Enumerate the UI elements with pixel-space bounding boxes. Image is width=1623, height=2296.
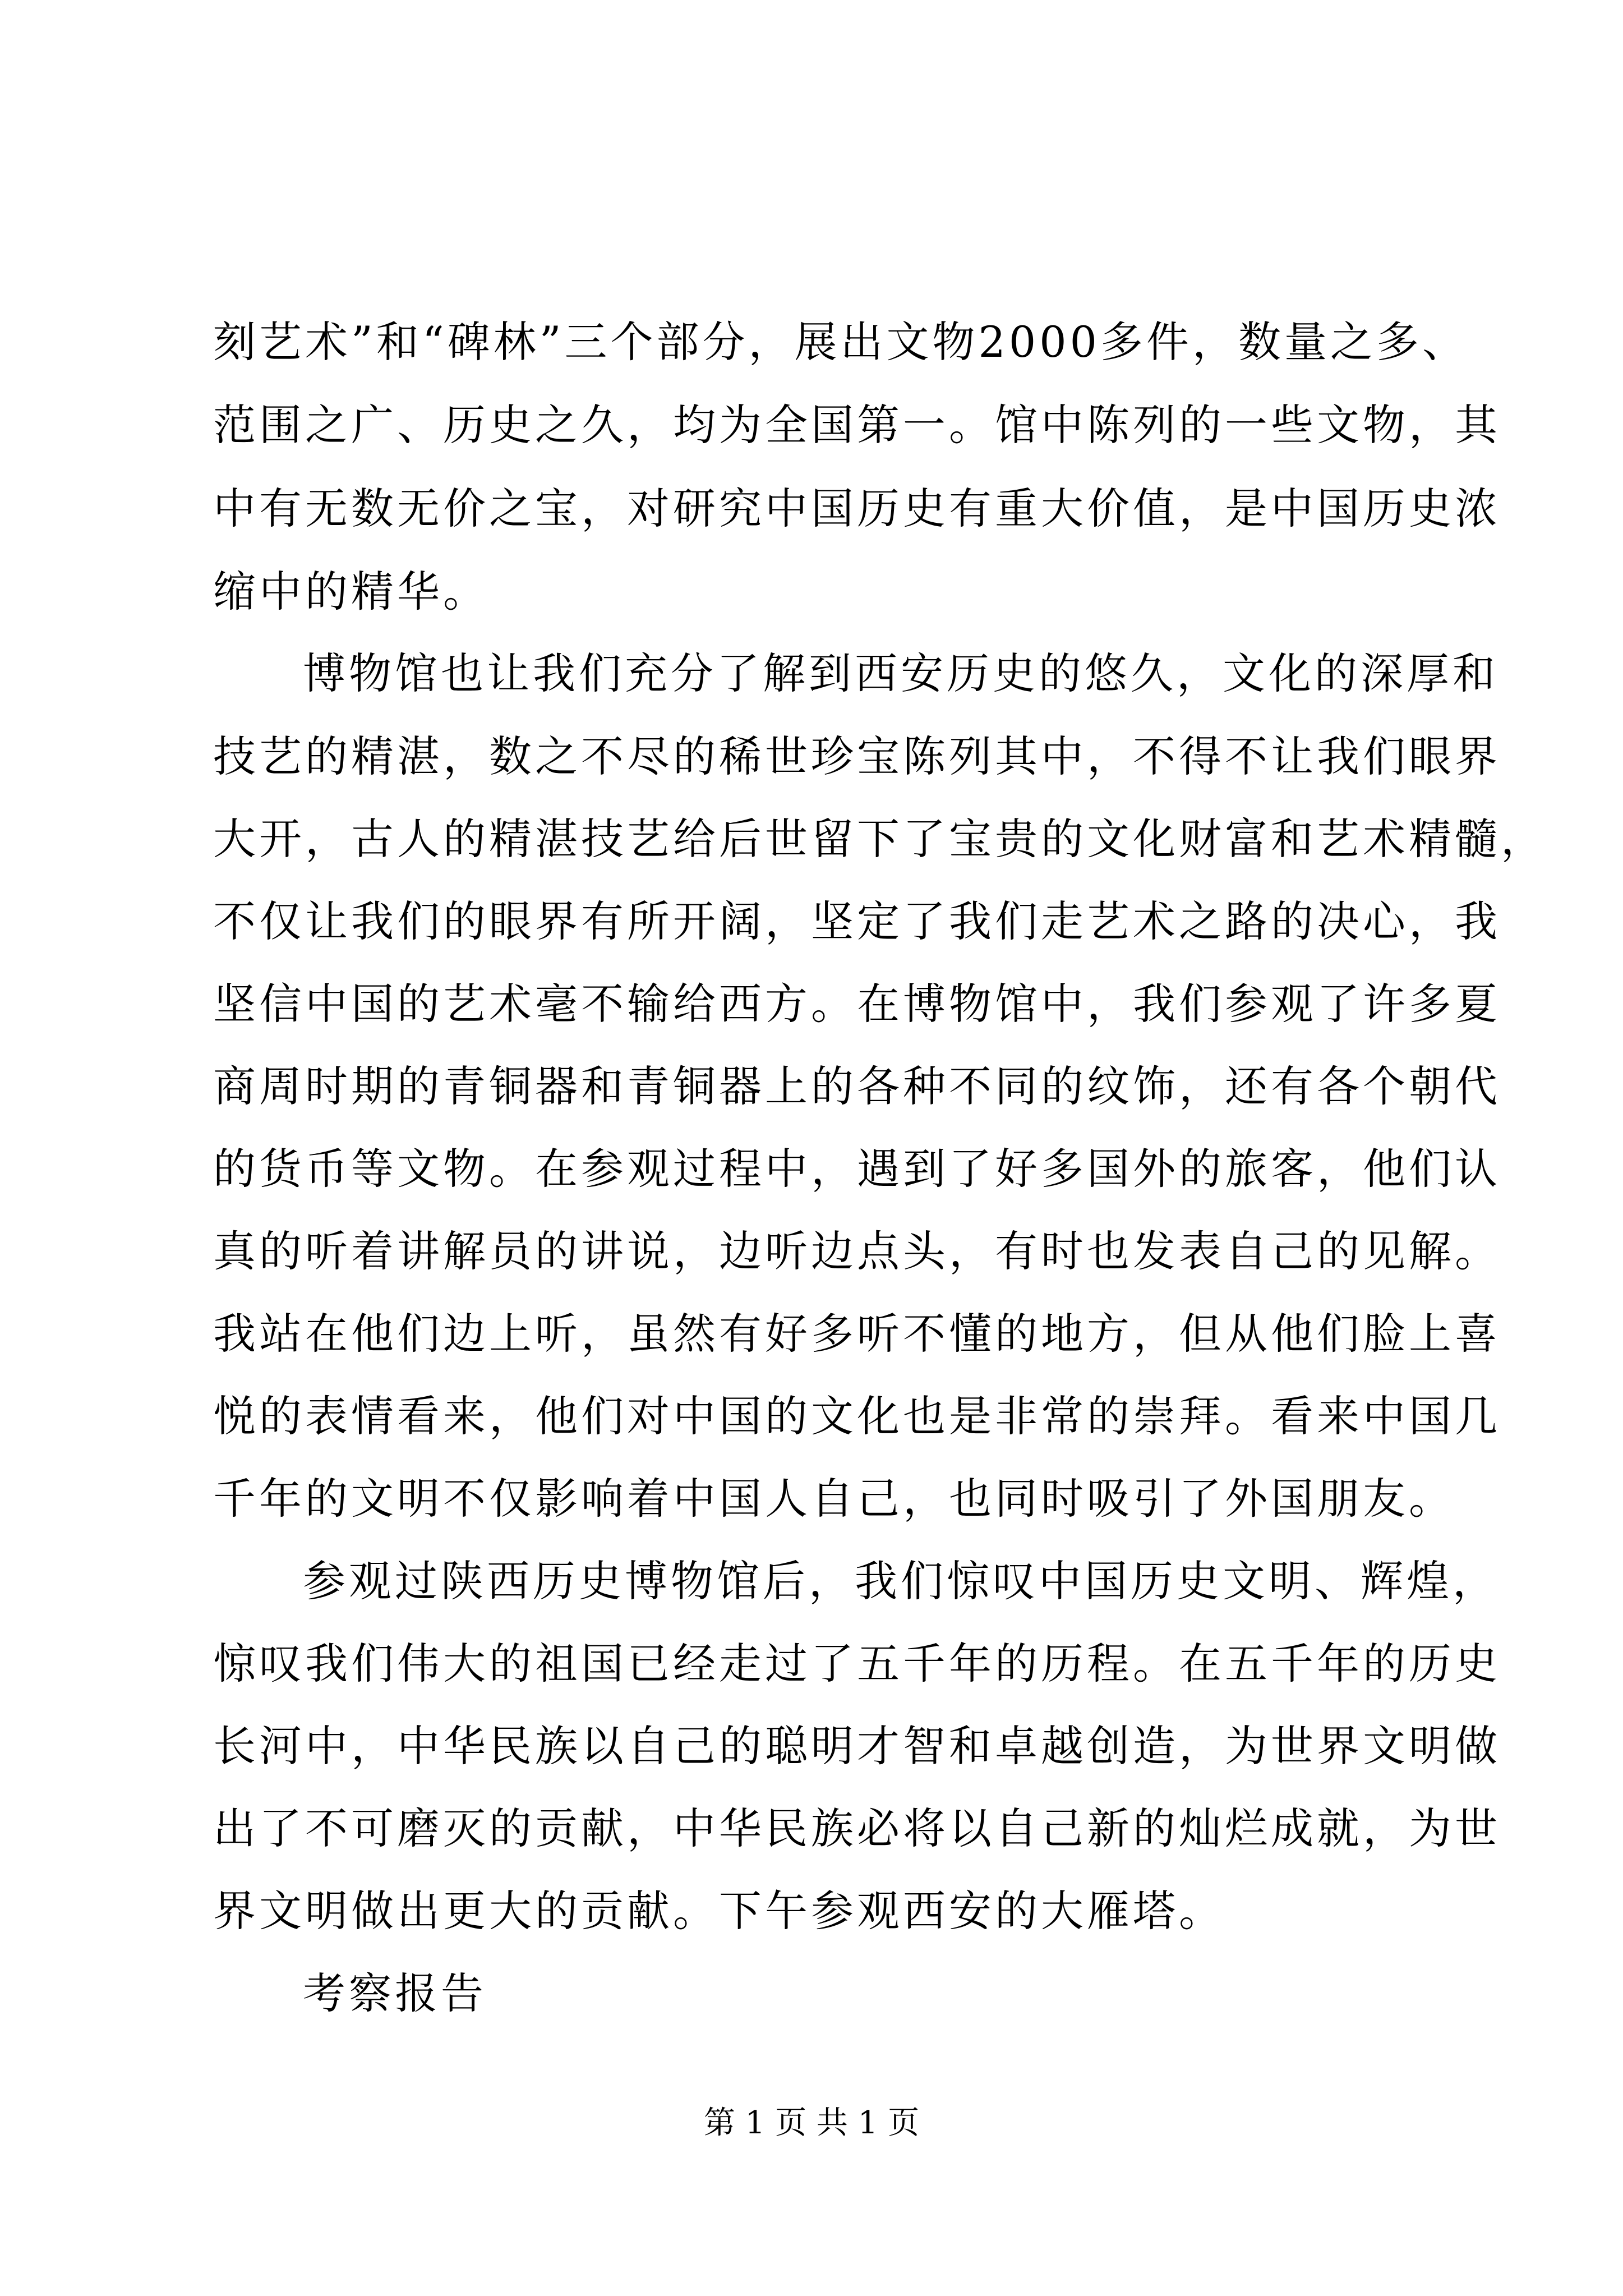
paragraph-line: 的货币等文物。在参观过程中，遇到了好多国外的旅客，他们认 bbox=[213, 1144, 1501, 1194]
paragraph-line: 中有无数无价之宝，对研究中国历史有重大价值，是中国历史浓 bbox=[213, 484, 1501, 533]
paragraph-line: 考察报告 bbox=[303, 1968, 487, 2018]
paragraph-line: 范围之广、历史之久，均为全国第一。馆中陈列的一些文物，其 bbox=[213, 400, 1501, 450]
paragraph-line: 刻艺术”和“碑林”三个部分，展出文物2000多件，数量之多、 bbox=[213, 317, 1468, 367]
paragraph-line: 不仅让我们的眼界有所开阔，坚定了我们走艺术之路的决心，我 bbox=[213, 896, 1501, 946]
paragraph-line: 长河中，中华民族以自己的聪明才智和卓越创造，为世界文明做 bbox=[213, 1721, 1501, 1771]
paragraph-line: 惊叹我们伟大的祖国已经走过了五千年的历程。在五千年的历史 bbox=[213, 1639, 1501, 1688]
paragraph-line: 缩中的精华。 bbox=[213, 567, 489, 616]
paragraph-line: 千年的文明不仅影响着中国人自己，也同时吸引了外国朋友。 bbox=[213, 1474, 1455, 1524]
paragraph-line: 我站在他们边上听，虽然有好多听不懂的地方，但从他们脸上喜 bbox=[213, 1309, 1501, 1359]
paragraph-line: 商周时期的青铜器和青铜器上的各种不同的纹饰，还有各个朝代 bbox=[213, 1061, 1501, 1111]
paragraph-line: 坚信中国的艺术毫不输给西方。在博物馆中，我们参观了许多夏 bbox=[213, 979, 1501, 1029]
paragraph-line: 出了不可磨灭的贡献，中华民族必将以自己新的灿烂成就，为世 bbox=[213, 1803, 1501, 1853]
paragraph-line: 参观过陕西历史博物馆后，我们惊叹中国历史文明、辉煌， bbox=[303, 1556, 1498, 1606]
paragraph-line: 悦的表情看来，他们对中国的文化也是非常的崇拜。看来中国几 bbox=[213, 1391, 1501, 1441]
paragraph-line: 技艺的精湛，数之不尽的稀世珍宝陈列其中，不得不让我们眼界 bbox=[213, 731, 1501, 781]
paragraph-line: 博物馆也让我们充分了解到西安历史的悠久，文化的深厚和 bbox=[303, 648, 1498, 698]
paragraph-line: 真的听着讲解员的讲说，边听边点头，有时也发表自己的见解。 bbox=[213, 1226, 1501, 1276]
paragraph-line: 大开，古人的精湛技艺给后世留下了宝贵的文化财富和艺术精髓， bbox=[213, 814, 1547, 864]
page-number-footer: 第 1 页 共 1 页 bbox=[703, 2105, 920, 2141]
paragraph-line: 界文明做出更大的贡献。下午参观西安的大雁塔。 bbox=[213, 1886, 1225, 1936]
